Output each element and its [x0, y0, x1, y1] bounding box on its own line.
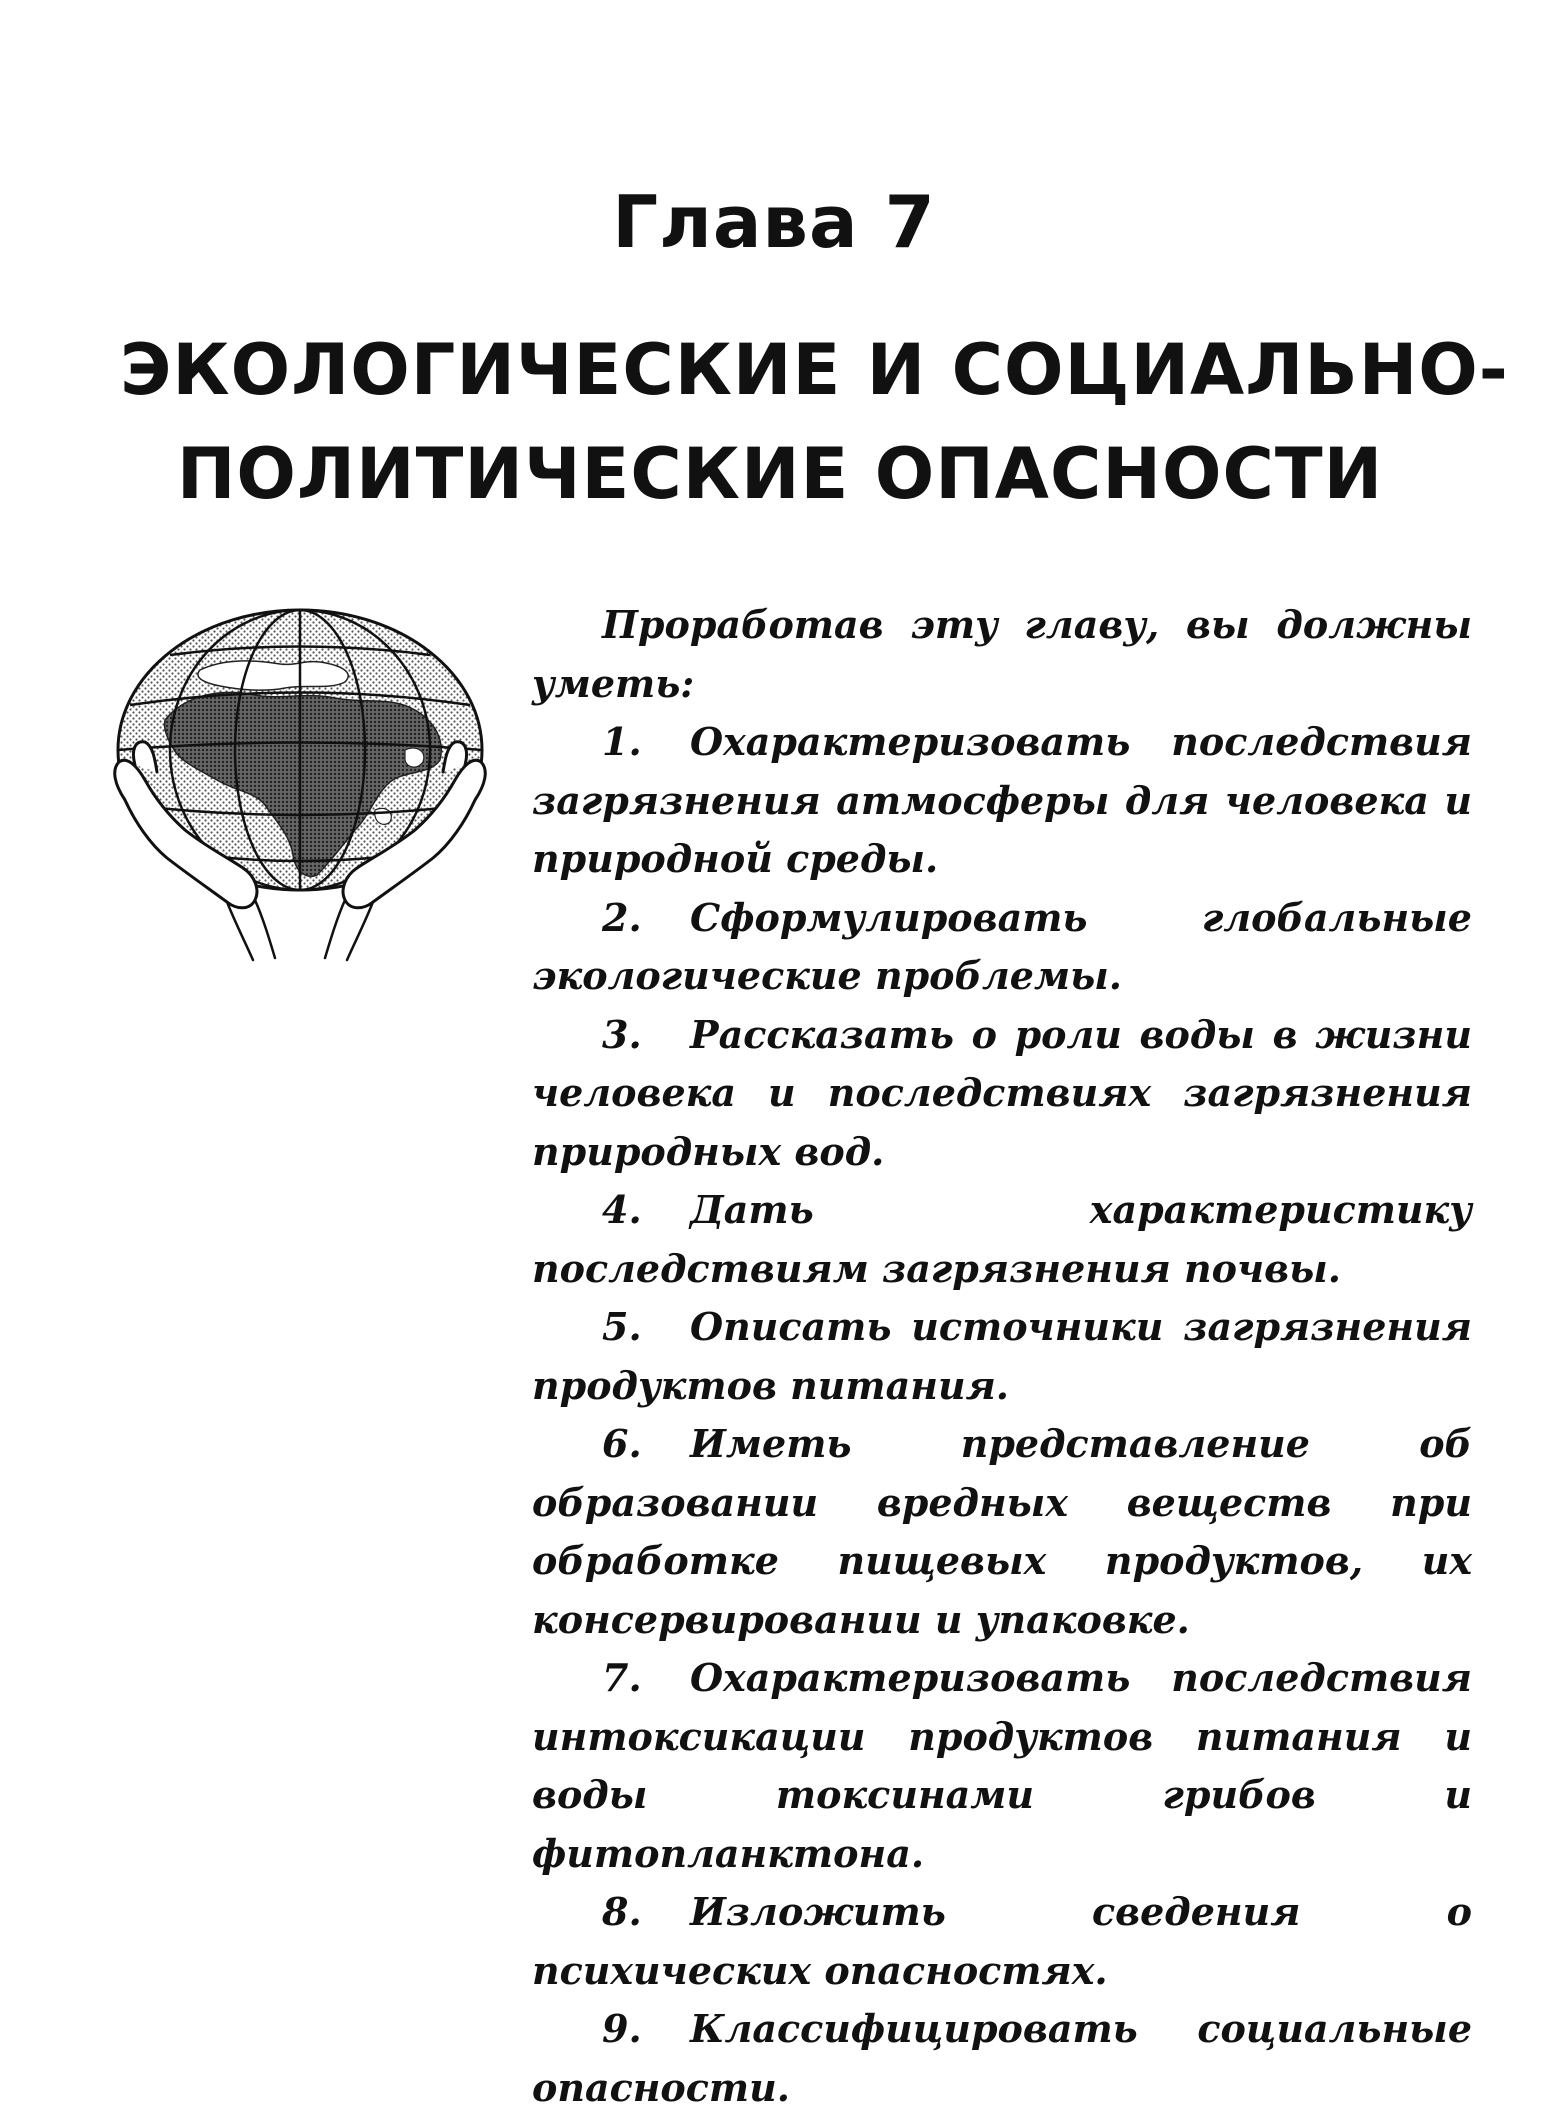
learning-goals [532, 596, 1472, 2117]
goal-item [532, 1883, 1472, 2000]
goal-number: 9. [602, 2006, 642, 2051]
chapter-number: Глава 7 [612, 180, 936, 264]
goal-text: Иметь представление об образовании вредных веществ при обработке пищевых продуктов, их консервировании и упаковке. [532, 1421, 1472, 1642]
goal-number: 2. [602, 894, 642, 940]
goal-number: 8. [602, 1889, 642, 1934]
goal-text: Дать характеристику последствиям загрязнения почвы. [532, 1187, 1472, 1291]
chapter-title-line-1: ЭКОЛОГИЧЕСКИЕ И СОЦИАЛЬНО- [120, 329, 1509, 411]
goal-number: 1. [602, 719, 642, 764]
goal-number: 5. [602, 1304, 642, 1349]
goal-text: Рассказать о роли воды в жизни человека и последствиях загрязнения природных вод. [532, 1011, 1472, 1174]
goal-number: 3. [602, 1011, 642, 1057]
goal-item [532, 1181, 1472, 1298]
goal-item [532, 1415, 1472, 1649]
goal-text: Сформулировать глобальные экологические проблемы. [532, 894, 1472, 998]
chapter-title-line-2: ПОЛИТИЧЕСКИЕ ОПАСНОСТИ [176, 433, 1384, 515]
globe-in-hands-icon [105, 600, 495, 965]
goal-text: Охарактеризовать последствия интоксикации продуктов питания и воды токсинами грибов и фитопланктона. [532, 1655, 1472, 1876]
goals-intro: Проработав эту главу, вы должны уметь: [532, 602, 1472, 706]
chapter-title [120, 318, 1509, 526]
goal-number: 4. [602, 1187, 642, 1232]
goal-item [532, 1006, 1472, 1182]
goal-text: Классифицировать социальные опасности. [532, 2006, 1472, 2110]
goal-text: Изложить сведения о психических опасностях. [532, 1889, 1472, 1993]
goal-text: Описать источники загрязнения продуктов питания. [532, 1304, 1472, 1408]
goal-item [532, 889, 1472, 1006]
goal-number: 7. [602, 1655, 642, 1700]
goal-item [532, 2000, 1472, 2117]
goal-item [532, 1649, 1472, 1883]
goal-number: 6. [602, 1421, 642, 1466]
goal-text: Охарактеризовать последствия загрязнения атмосферы для человека и природной среды. [532, 719, 1472, 881]
goal-item [532, 1298, 1472, 1415]
goal-item [532, 713, 1472, 889]
